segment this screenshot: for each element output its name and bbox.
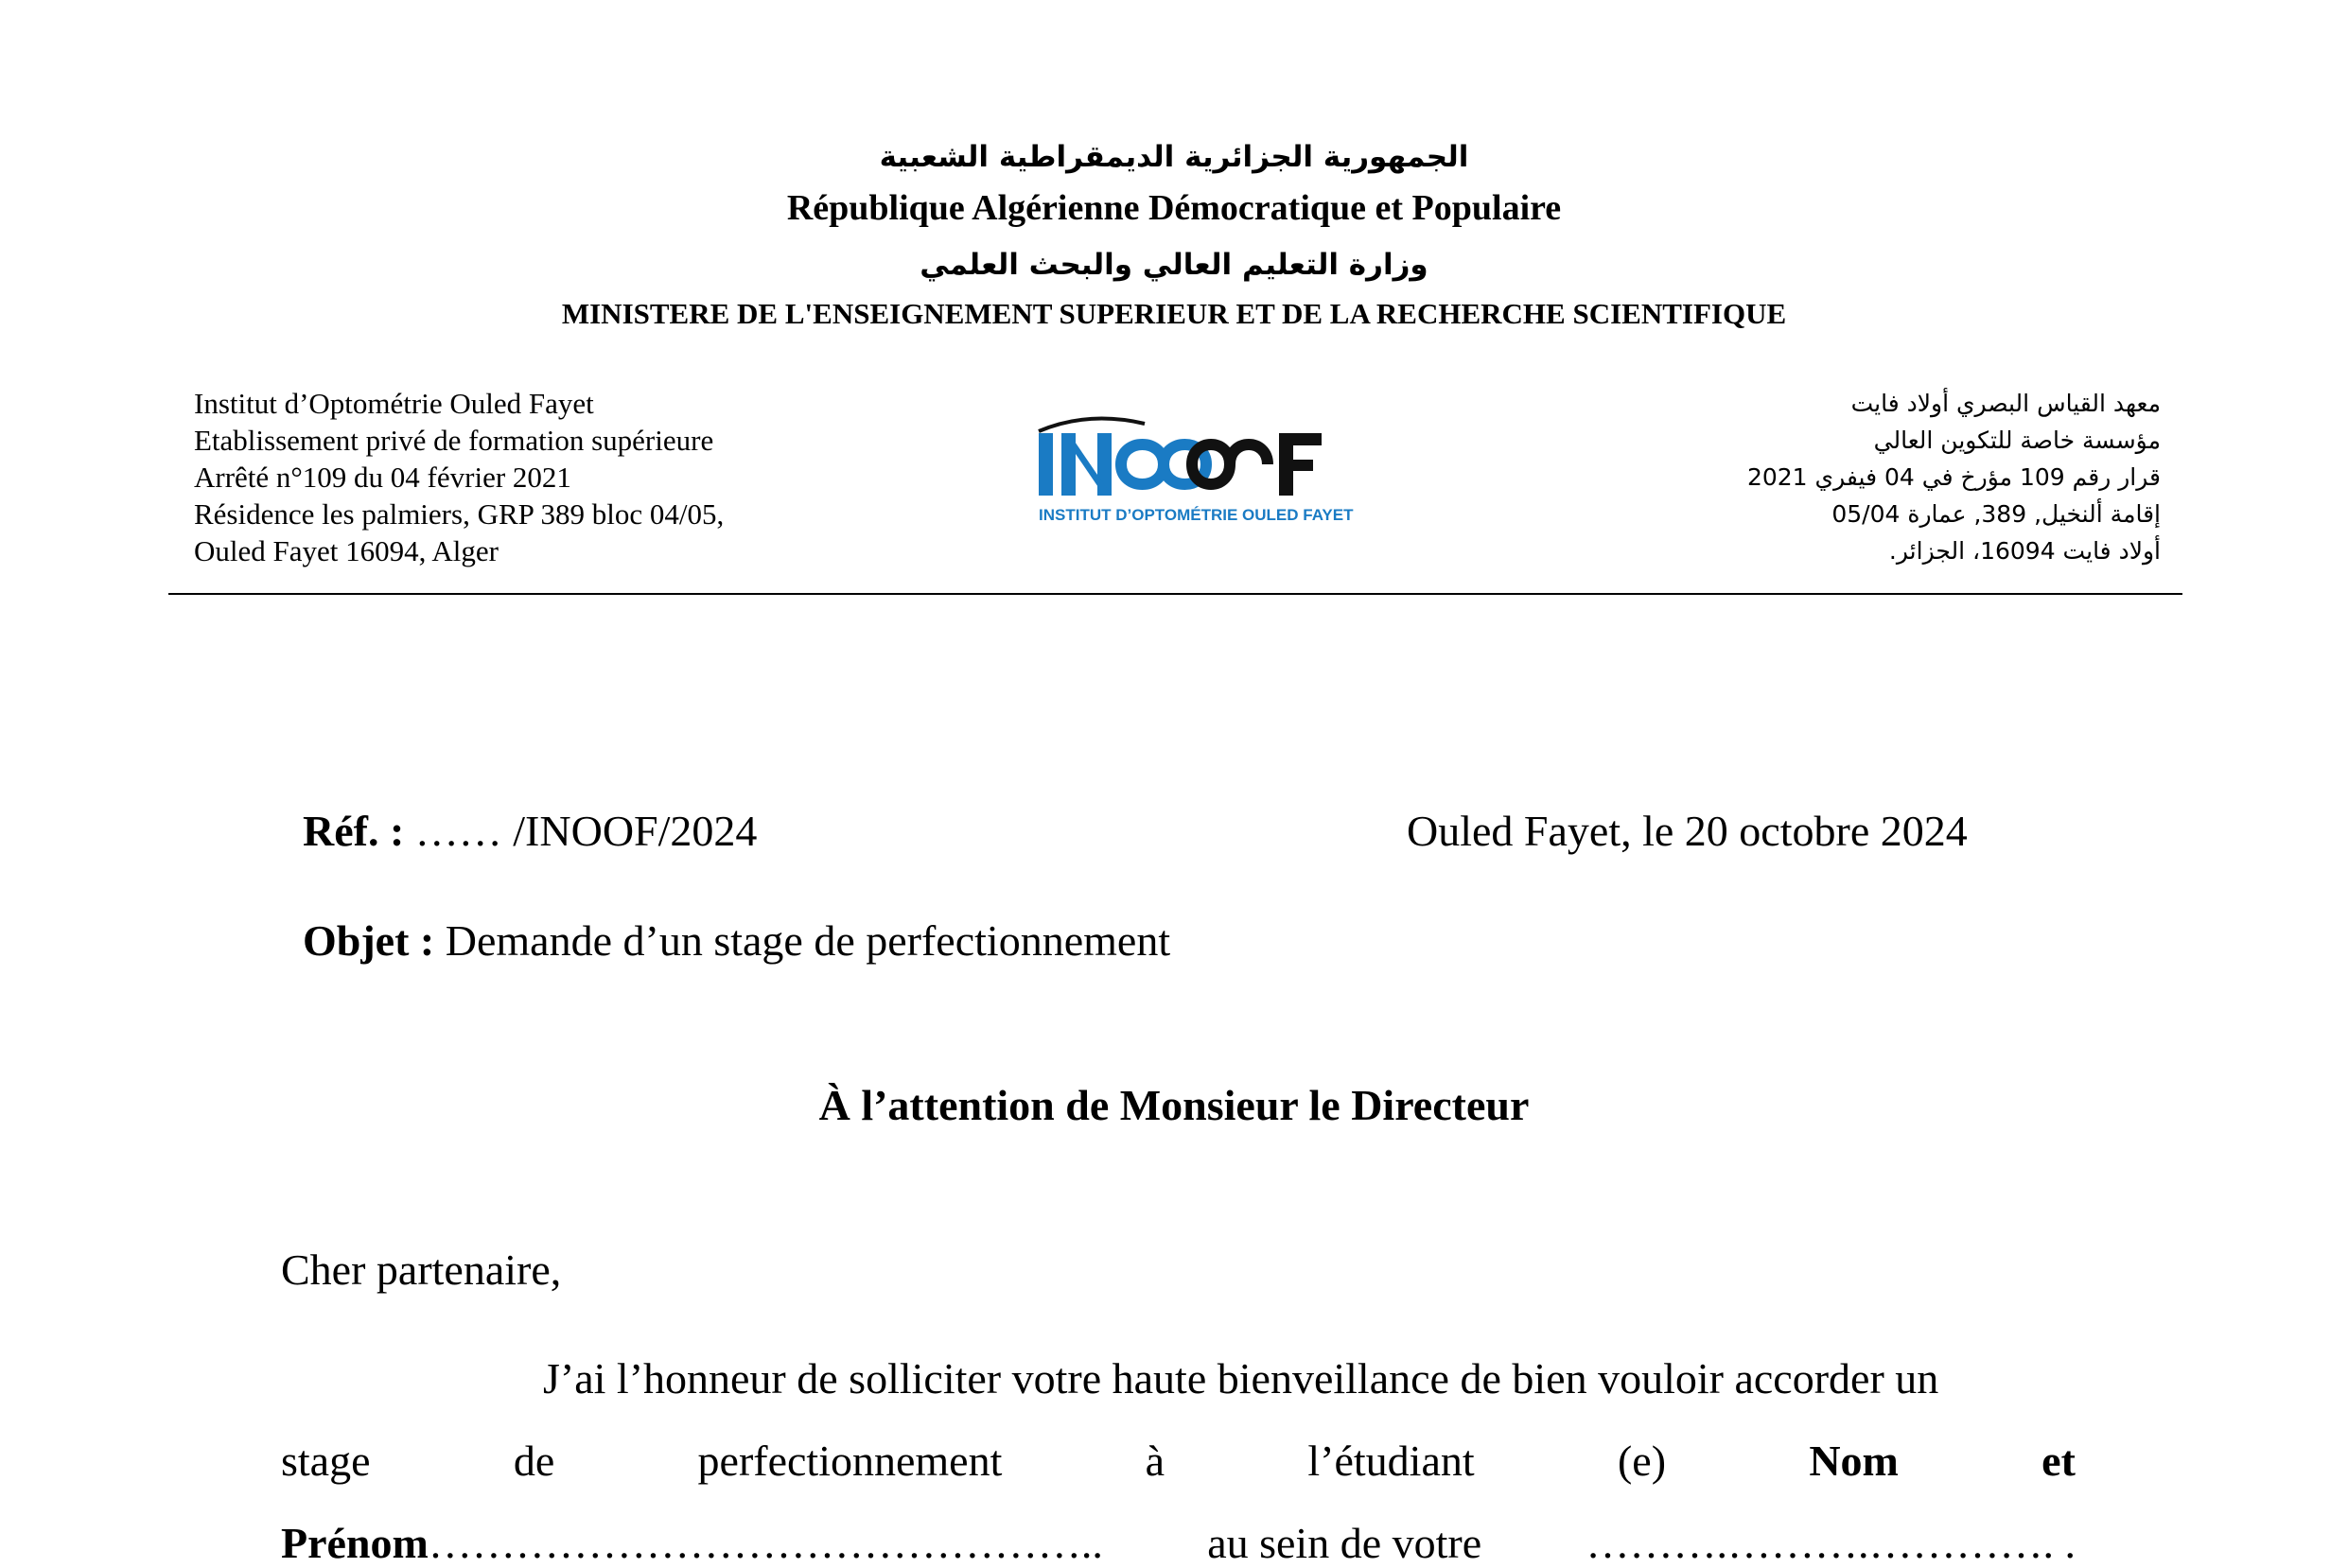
paragraph-line-3 (281, 1518, 2076, 1568)
institution-ar-line: مؤسسة خاصة للتكوين العالي (1873, 427, 2161, 454)
institution-address-fr (194, 385, 724, 569)
para-word: stage (281, 1437, 371, 1485)
establishment-dots: ……….……….…………. . (1586, 1519, 2076, 1567)
objet-value: Demande d’un stage de perfectionnement (434, 916, 1171, 965)
para-word: (e) (1617, 1437, 1667, 1485)
institution-fr-line: Résidence les palmiers, GRP 389 bloc 04/05, (194, 497, 725, 531)
logo-caption: INSTITUT D’OPTOMÉTRIE OULED FAYET (1039, 506, 1354, 524)
header-french-republic: République Algérienne Démocratique et Populaire (786, 188, 1562, 228)
para-word: perfectionnement (697, 1437, 1003, 1485)
paragraph-line-1: J’ai l’honneur de solliciter votre haute bienveillance de bien vouloir accorder un (543, 1354, 1939, 1402)
institution-ar-line: معهد القياس البصري أولاد فايت (1850, 390, 2161, 417)
ref-value: …… /INOOF/2024 (404, 807, 758, 855)
para-word: de (513, 1437, 555, 1485)
institution-ar-line: إقامة ألنخيل, 389, عمارة 05/04 (1831, 500, 2161, 528)
institution-fr-line: Ouled Fayet 16094, Alger (194, 534, 499, 567)
objet-label: Objet : (303, 916, 435, 965)
institution-ar-line: أولاد فايت 16094، الجزائر. (1888, 537, 2161, 565)
institution-fr-line: Etablissement privé de formation supérieure (194, 424, 714, 457)
greeting: Cher partenaire, (281, 1246, 562, 1294)
para-word: à (1145, 1437, 1165, 1485)
letter-date: Ouled Fayet, le 20 octobre 2024 (1407, 807, 1968, 855)
inoof-logo-graphic (1031, 405, 1362, 537)
para-tail: au sein de votre (1207, 1519, 1482, 1567)
name-dots: ……………………………………….. (428, 1519, 1103, 1567)
para-word-bold: Nom (1809, 1437, 1899, 1485)
institution-ar-line: قرار رقم 109 مؤرخ في 04 فيفري 2021 (1746, 463, 2161, 491)
header-arabic-republic: الجمهورية الجزائرية الديمقراطية الشعبية (879, 140, 1469, 174)
name-field (281, 1518, 1103, 1568)
inoof-logo (1031, 405, 1362, 537)
institution-fr-line: Arrêté n°109 du 04 février 2021 (194, 461, 571, 494)
reference (303, 806, 757, 856)
prenom-label: Prénom (281, 1519, 429, 1567)
header-french-ministry: MINISTERE DE L'ENSEIGNEMENT SUPERIEUR ET DE LA RECHERCHE SCIENTIFIQUE (561, 297, 1787, 330)
ref-label: Réf. : (303, 807, 405, 855)
header-arabic-ministry: وزارة التعليم العالي والبحث العلمي (920, 248, 1428, 282)
institution-fr-line: Institut d’Optométrie Ouled Fayet (194, 387, 594, 420)
para-word: l’étudiant (1307, 1437, 1475, 1485)
paragraph-line-2 (281, 1436, 2076, 1486)
header-divider (168, 593, 2182, 595)
attention-line: À l’attention de Monsieur le Directeur (818, 1081, 1530, 1129)
institution-address-ar (1747, 385, 2161, 569)
subject (303, 915, 1170, 966)
para-word-bold: et (2041, 1437, 2076, 1485)
